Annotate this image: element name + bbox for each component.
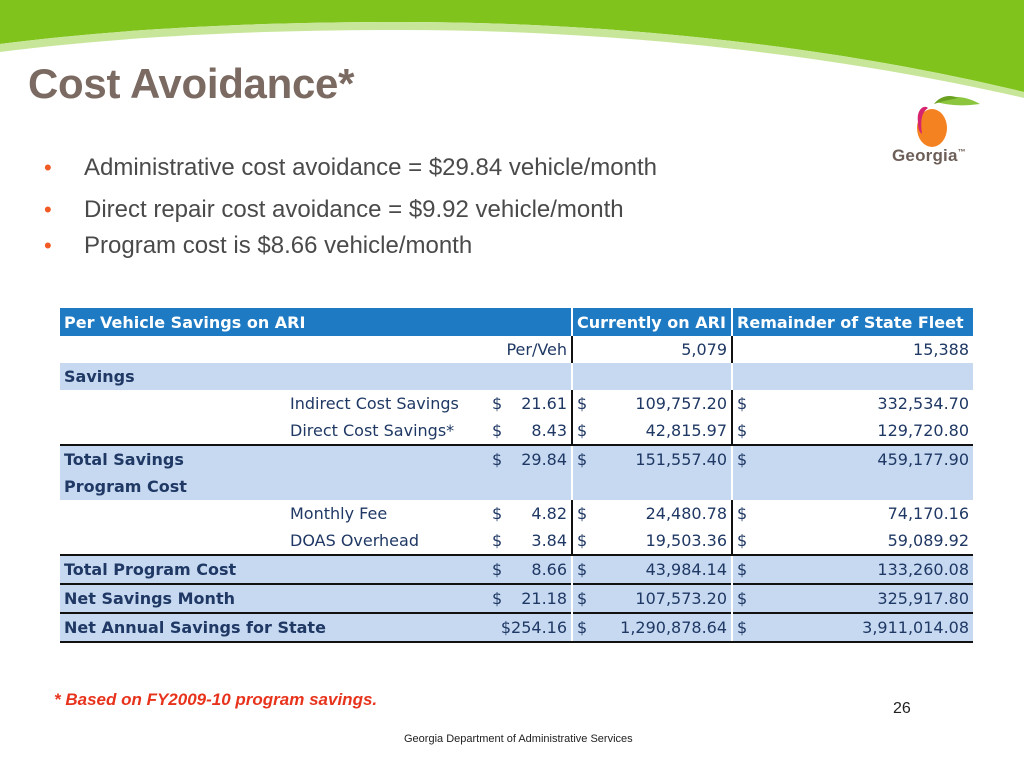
header-currently-on-ari: Currently on ARI — [572, 308, 732, 336]
bullet-item — [44, 232, 472, 260]
row-label: Total Program Cost — [60, 555, 488, 584]
table-row: Monthly Fee $ 4.82 $ 24,480.78 $ 74,170.16 — [60, 500, 973, 527]
slide-title: Cost Avoidance* — [28, 60, 355, 107]
row-label: Direct Cost Savings* — [290, 421, 455, 440]
header-remainder: Remainder of State Fleet — [732, 308, 973, 336]
per-veh-label: Per/Veh — [506, 340, 568, 359]
row-label: Total Savings — [60, 445, 488, 473]
bullet-dot: • — [44, 197, 52, 222]
table-row-per-veh — [60, 336, 973, 363]
section-label: Program Cost — [60, 473, 572, 500]
table-row: DOAS Overhead $ 3.84 $ 19,503.36 $ 59,089.92 — [60, 527, 973, 555]
row-label: Monthly Fee — [290, 504, 388, 523]
bullet-dot: • — [44, 233, 52, 258]
footer-text: Georgia Department of Administrative Services — [404, 733, 633, 745]
row-label: Net Savings Month — [60, 584, 488, 613]
table-row-section — [60, 363, 973, 390]
row-label: Indirect Cost Savings — [290, 394, 459, 413]
bullet-text: Direct repair cost avoidance = $9.92 vehicle/month — [84, 196, 624, 223]
bullet-text: Administrative cost avoidance = $29.84 vehicle/month — [84, 154, 657, 181]
table-row-total: Net Savings Month $ 21.18 $ 107,573.20 $ 325,917.80 — [60, 584, 973, 613]
bullet-text: Program cost is $8.66 vehicle/month — [84, 232, 473, 259]
table-row-section — [60, 473, 973, 500]
table-row: Indirect Cost Savings $ 21.61 $ 109,757.20 $ 332,534.70 — [60, 390, 973, 417]
georgia-logo-text: Georgia™ — [892, 146, 966, 165]
bullet-item — [44, 196, 624, 224]
table-row: Direct Cost Savings* $ 8.43 $ 42,815.97 $ 129,720.80 — [60, 417, 973, 445]
bullet-item — [44, 154, 657, 182]
count-ari: 5,079 — [572, 336, 732, 363]
page-number: 26 — [893, 700, 911, 717]
header-per-vehicle: Per Vehicle Savings on ARI — [60, 308, 572, 336]
section-label: Savings — [60, 363, 572, 390]
table-header-row — [60, 308, 973, 336]
bullet-dot: • — [44, 155, 52, 180]
savings-table — [60, 308, 973, 643]
row-label: Net Annual Savings for State — [60, 613, 488, 642]
count-remainder: 15,388 — [732, 336, 973, 363]
table-row-total: Total Savings $ 29.84 $ 151,557.40 $ 459,177.90 — [60, 445, 973, 473]
table-row-total: Total Program Cost $ 8.66 $ 43,984.14 $ 133,260.08 — [60, 555, 973, 584]
row-label: DOAS Overhead — [290, 531, 419, 550]
footnote: * Based on FY2009-10 program savings. — [54, 690, 378, 709]
table-row-total: Net Annual Savings for State $254.16 $ 1,290,878.64 $ 3,911,014.08 — [60, 613, 973, 642]
